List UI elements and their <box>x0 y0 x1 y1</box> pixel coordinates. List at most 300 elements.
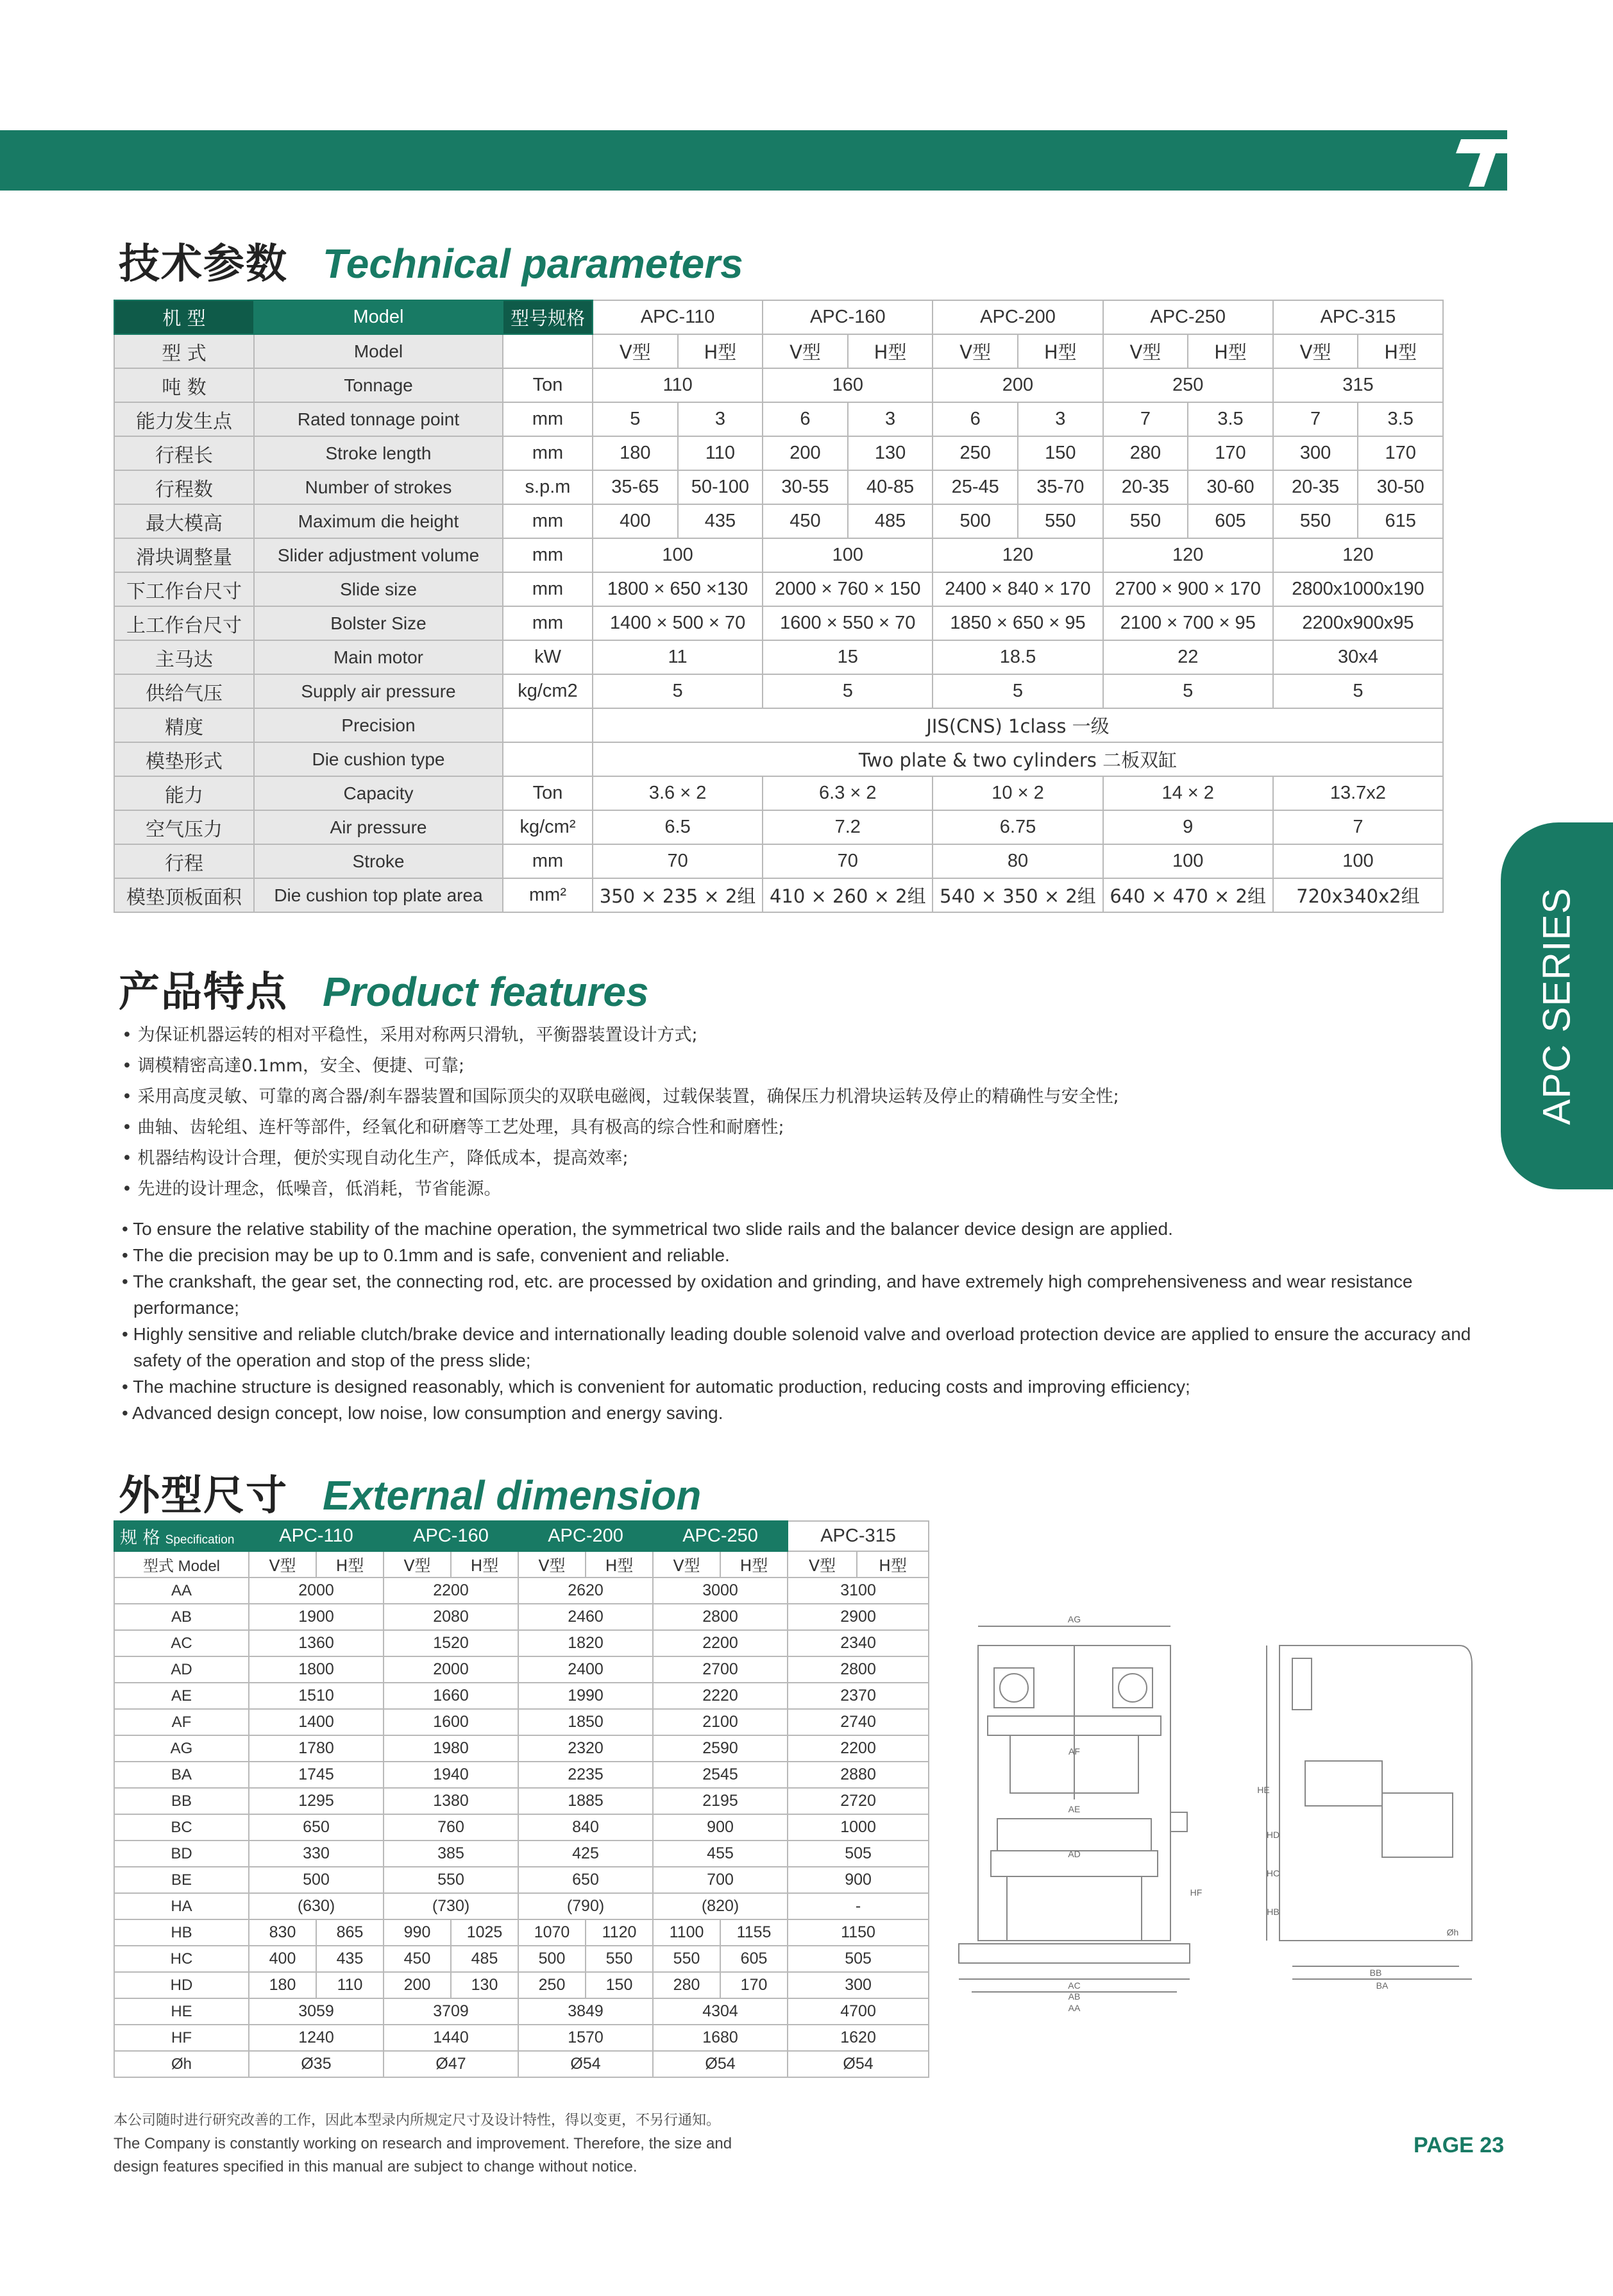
dim-cell: 425 <box>518 1841 653 1867</box>
tech-cell: 20-35 <box>1103 470 1188 504</box>
feature-text-cn: 先进的设计理念，低噪音，低消耗，节省能源。 <box>137 1179 502 1199</box>
tech-cell: 720x340x2组 <box>1273 878 1443 912</box>
dim-cell: 450 <box>384 1946 451 1972</box>
tech-row-unit: mm <box>503 504 593 538</box>
tech-row-unit <box>503 742 593 776</box>
tech-cell: 6.5 <box>593 810 763 844</box>
tech-cell: V型 <box>593 334 678 368</box>
tech-row-label-en: Capacity <box>254 776 503 810</box>
tech-row <box>114 810 1443 844</box>
dim-cell: 2800 <box>788 1656 929 1683</box>
tech-row-label-cn: 空气压力 <box>114 810 254 844</box>
dim-cell: 1820 <box>518 1630 653 1656</box>
drawing-label-hd: HD <box>1266 1830 1280 1840</box>
dim-head-spec-en: Specification <box>165 1533 235 1547</box>
tech-row <box>114 334 1443 368</box>
tech-cell: 30x4 <box>1273 640 1443 674</box>
tech-cell: 30-60 <box>1188 470 1273 504</box>
dim-cell: 110 <box>316 1972 384 1998</box>
tech-row <box>114 470 1443 504</box>
tech-cell: 120 <box>1103 538 1273 572</box>
tech-cell: 3.5 <box>1358 402 1443 436</box>
dim-row <box>114 1972 929 1998</box>
dim-cell: 1120 <box>586 1919 653 1946</box>
dim-cell: 3059 <box>249 1998 384 2025</box>
tech-cell: 200 <box>933 368 1102 402</box>
tech-row-label-en: Stroke <box>254 844 503 878</box>
tech-row-label-en: Slide size <box>254 572 503 606</box>
dim-cell: 170 <box>720 1972 788 1998</box>
tech-cell: 7 <box>1273 810 1443 844</box>
dim-row-key: HE <box>114 1998 249 2025</box>
tech-cell: 300 <box>1273 436 1358 470</box>
feature-item-cn: • 曲轴、齿轮组、连杆等部件，经氧化和研磨等工艺处理，具有极高的综合性和耐磨性; <box>122 1118 784 1137</box>
tech-row-unit: s.p.m <box>503 470 593 504</box>
tech-head-model: Model <box>254 300 503 334</box>
dim-cell: 1990 <box>518 1683 653 1709</box>
dim-row-key: AC <box>114 1630 249 1656</box>
drawing-label-bb: BB <box>1369 1968 1382 1978</box>
dim-cell: 400 <box>249 1946 316 1972</box>
dim-cell: 650 <box>249 1814 384 1841</box>
dim-cell: 500 <box>518 1946 586 1972</box>
dim-row <box>114 1735 929 1762</box>
tech-row <box>114 844 1443 878</box>
dim-row <box>114 1709 929 1735</box>
tech-row-label-cn: 能力 <box>114 776 254 810</box>
tech-row-label-cn: 吨 数 <box>114 368 254 402</box>
tech-row-unit <box>503 334 593 368</box>
dim-cell: 330 <box>249 1841 384 1867</box>
dim-cell: 1520 <box>384 1630 518 1656</box>
tech-row-label-en: Supply air pressure <box>254 674 503 708</box>
tech-section-title <box>119 231 743 290</box>
drawing-label-ba: BA <box>1376 1980 1389 1991</box>
drawing-label-hb: HB <box>1267 1907 1279 1917</box>
dim-head-apc160: APC-160 <box>384 1521 518 1551</box>
tech-cell: 435 <box>678 504 763 538</box>
tech-cell: 540 × 350 × 2组 <box>933 878 1102 912</box>
tech-cell: 2400 × 840 × 170 <box>933 572 1102 606</box>
tech-cell: 170 <box>1188 436 1273 470</box>
dim-cell: 250 <box>518 1972 586 1998</box>
dim-cell: Ø47 <box>384 2051 518 2077</box>
tech-cell: 35-65 <box>593 470 678 504</box>
dim-cell: 2220 <box>653 1683 788 1709</box>
drawing-label-ac: AC <box>1068 1980 1081 1991</box>
tech-row-unit: mm² <box>503 878 593 912</box>
tech-cell: 10 × 2 <box>933 776 1102 810</box>
tech-row-label-cn: 供给气压 <box>114 674 254 708</box>
dim-row <box>114 1946 929 1972</box>
drawing-label-ag: AG <box>1067 1614 1081 1624</box>
dim-cell: 2080 <box>384 1604 518 1630</box>
tech-cell: 615 <box>1358 504 1443 538</box>
dim-row-key: AB <box>114 1604 249 1630</box>
tech-cell: 22 <box>1103 640 1273 674</box>
machine-drawings <box>933 1607 1478 2296</box>
dim-row <box>114 1604 929 1630</box>
feature-item-cn: • 为保证机器运转的相对平稳性，采用对称两只滑轨，平衡器装置设计方式; <box>122 1025 698 1045</box>
tech-cell: 485 <box>848 504 933 538</box>
dim-cell: 385 <box>384 1841 518 1867</box>
tech-row-label-en: Rated tonnage point <box>254 402 503 436</box>
tech-cell: 180 <box>593 436 678 470</box>
tech-row-unit: Ton <box>503 776 593 810</box>
tech-cell: 7 <box>1273 402 1358 436</box>
tech-parameters-table <box>114 300 1444 913</box>
feature-text-en: The die precision may be up to 0.1mm and is safe, convenient and reliable. <box>133 1245 730 1265</box>
tech-row-unit: Ton <box>503 368 593 402</box>
tech-row-unit: kg/cm2 <box>503 674 593 708</box>
dim-cell: 2320 <box>518 1735 653 1762</box>
dim-cell: 200 <box>384 1972 451 1998</box>
tech-cell: 35-70 <box>1018 470 1103 504</box>
dim-cell: Ø54 <box>518 2051 653 2077</box>
dim-cell: 2700 <box>653 1656 788 1683</box>
drawing-label-he: HE <box>1257 1785 1270 1795</box>
feature-text-en: Highly sensitive and reliable clutch/brake device and internationally leading double solenoid valve and overload protection device are applied to ensure the accuracy and safety of the operation and stop of the press slide; <box>133 1324 1471 1370</box>
dim-cell: 650 <box>518 1867 653 1893</box>
dim-row-key: BE <box>114 1867 249 1893</box>
dim-row <box>114 1788 929 1814</box>
tech-cell: 1600 × 550 × 70 <box>763 606 933 640</box>
feature-text-en: Advanced design concept, low noise, low consumption and energy saving. <box>132 1403 723 1423</box>
tech-row <box>114 504 1443 538</box>
dim-row-key: BA <box>114 1762 249 1788</box>
dim-cell: 280 <box>653 1972 720 1998</box>
dim-cell: 1780 <box>249 1735 384 1762</box>
dim-cell: 1000 <box>788 1814 929 1841</box>
dim-cell: 505 <box>788 1841 929 1867</box>
tech-row-label-cn: 模垫顶板面积 <box>114 878 254 912</box>
dim-row-key: HD <box>114 1972 249 1998</box>
tech-row-unit: mm <box>503 436 593 470</box>
dim-head-apc110: APC-110 <box>249 1521 384 1551</box>
tech-cell: 100 <box>763 538 933 572</box>
drawing-label-ab: AB <box>1068 1991 1081 2002</box>
tech-row-label-cn: 行程数 <box>114 470 254 504</box>
dim-cell: 550 <box>653 1946 720 1972</box>
tech-cell: 120 <box>933 538 1102 572</box>
dim-cell: 2100 <box>653 1709 788 1735</box>
tech-row-label-cn: 滑块调整量 <box>114 538 254 572</box>
tech-cell: 5 <box>763 674 933 708</box>
dim-head-spec <box>114 1521 249 1551</box>
tech-row-unit: mm <box>503 402 593 436</box>
tech-cell: 250 <box>1103 368 1273 402</box>
dim-type-cell: H型 <box>451 1551 518 1577</box>
tech-row-label-en: Maximum die height <box>254 504 503 538</box>
tech-row-label-en: Precision <box>254 708 503 742</box>
dim-cell: 1155 <box>720 1919 788 1946</box>
tech-cell: 550 <box>1273 504 1358 538</box>
dim-row <box>114 1841 929 1867</box>
tech-row-label-en: Slider adjustment volume <box>254 538 503 572</box>
tech-cell: 100 <box>1103 844 1273 878</box>
tech-cell: 20-35 <box>1273 470 1358 504</box>
features-title-cn: 产品特点 <box>119 969 288 1016</box>
feature-item-en: • Highly sensitive and reliable clutch/brake device and internationally leading double solenoid valve and overload protection device are applied to ensure the accuracy and safety of the operation and stop of the press slide; <box>122 1324 1471 1370</box>
dim-cell: 3000 <box>653 1577 788 1604</box>
series-side-text: APC SERIES <box>1535 887 1578 1125</box>
tech-cell: 640 × 470 × 2组 <box>1103 878 1273 912</box>
dim-type-row <box>114 1551 929 1577</box>
dim-cell: 1600 <box>384 1709 518 1735</box>
dim-cell: 550 <box>586 1946 653 1972</box>
tech-cell: 3.5 <box>1188 402 1273 436</box>
dim-cell: 2195 <box>653 1788 788 1814</box>
tech-cell: 120 <box>1273 538 1443 572</box>
tech-cell: 280 <box>1103 436 1188 470</box>
tech-row-label-cn: 下工作台尺寸 <box>114 572 254 606</box>
dim-cell: 2400 <box>518 1656 653 1683</box>
tech-row-label-en: Main motor <box>254 640 503 674</box>
tech-head-spec: 型号规格 <box>503 300 593 334</box>
tech-cell: 2200x900x95 <box>1273 606 1443 640</box>
dim-cell: 2460 <box>518 1604 653 1630</box>
feature-item-en: • The die precision may be up to 0.1mm and is safe, convenient and reliable. <box>122 1245 730 1265</box>
features-list-en <box>115 1216 1494 1426</box>
dim-cell: 2000 <box>249 1577 384 1604</box>
dim-row <box>114 1893 929 1919</box>
tech-row <box>114 436 1443 470</box>
dim-row <box>114 1867 929 1893</box>
dim-cell: 2590 <box>653 1735 788 1762</box>
dim-cell: 1980 <box>384 1735 518 1762</box>
dim-cell: 1295 <box>249 1788 384 1814</box>
drawing-label-hf: HF <box>1190 1887 1203 1898</box>
dim-type-cell: V型 <box>788 1551 857 1577</box>
dim-type-cell: H型 <box>316 1551 384 1577</box>
feature-text-cn: 机器结构设计合理，便於实现自动化生产，降低成本，提高效率; <box>137 1148 629 1168</box>
dim-type-cell: H型 <box>857 1551 929 1577</box>
tech-cell: 550 <box>1103 504 1188 538</box>
dim-cell: Ø35 <box>249 2051 384 2077</box>
dim-cell: 2720 <box>788 1788 929 1814</box>
dim-row <box>114 1814 929 1841</box>
dim-row <box>114 1630 929 1656</box>
tech-cell: 30-55 <box>763 470 848 504</box>
dim-row <box>114 1998 929 2025</box>
tech-row-label-cn: 型 式 <box>114 334 254 368</box>
tech-cell: 315 <box>1273 368 1443 402</box>
tech-cell: 70 <box>763 844 933 878</box>
tech-row-label-cn: 上工作台尺寸 <box>114 606 254 640</box>
tech-cell: 11 <box>593 640 763 674</box>
dim-row-key: AF <box>114 1709 249 1735</box>
feature-text-en: The machine structure is designed reasonably, which is convenient for automatic production, reducing costs and improving efficiency; <box>133 1377 1190 1397</box>
dim-type-cell: V型 <box>249 1551 316 1577</box>
footer-disclaimer-en1: The Company is constantly working on research and improvement. Therefore, the size and <box>114 2135 732 2152</box>
features-list-cn <box>115 1020 1494 1205</box>
tech-cell: 100 <box>593 538 763 572</box>
tech-head-apc250: APC-250 <box>1103 300 1273 334</box>
dimension-section-title <box>119 1463 701 1522</box>
drawing-label-ae: AE <box>1068 1804 1081 1814</box>
dim-cell: Ø54 <box>788 2051 929 2077</box>
tech-row <box>114 878 1443 912</box>
tech-cell: 130 <box>848 436 933 470</box>
tech-head-apc200: APC-200 <box>933 300 1102 334</box>
dim-type-cell: H型 <box>720 1551 788 1577</box>
tech-cell: V型 <box>763 334 848 368</box>
tech-cell: 5 <box>1273 674 1443 708</box>
tech-cell: 3.6 × 2 <box>593 776 763 810</box>
feature-text-cn: 采用高度灵敏、可靠的离合器/刹车器装置和国际顶尖的双联电磁阀，过载保装置，确保压力机滑块运转及停止的精确性与安全性; <box>137 1087 1119 1107</box>
tech-cell: 170 <box>1358 436 1443 470</box>
dim-cell: 1070 <box>518 1919 586 1946</box>
tech-row-unit <box>503 708 593 742</box>
dim-cell: 3849 <box>518 1998 653 2025</box>
tech-cell: H型 <box>1188 334 1273 368</box>
dim-cell: 2370 <box>788 1683 929 1709</box>
feature-item-cn: • 机器结构设计合理，便於实现自动化生产，降低成本，提高效率; <box>122 1148 629 1168</box>
dim-cell: 1940 <box>384 1762 518 1788</box>
dim-cell: 3709 <box>384 1998 518 2025</box>
dim-row-key: BC <box>114 1814 249 1841</box>
feature-item-cn: • 调模精密高達0.1mm，安全、便捷、可靠; <box>122 1056 465 1076</box>
tech-cell: 6 <box>763 402 848 436</box>
tech-row-unit: mm <box>503 538 593 572</box>
tech-cell: 200 <box>763 436 848 470</box>
dim-cell: 130 <box>451 1972 518 1998</box>
dim-cell: 2545 <box>653 1762 788 1788</box>
tech-cell: 3 <box>848 402 933 436</box>
feature-item-en: • The machine structure is designed reasonably, which is convenient for automatic production, reducing costs and improving efficiency; <box>122 1377 1190 1397</box>
tech-row-unit: mm <box>503 606 593 640</box>
tech-row-label-cn: 主马达 <box>114 640 254 674</box>
tech-title-en: Technical parameters <box>323 241 743 287</box>
dim-head-apc315: APC-315 <box>788 1521 929 1551</box>
tech-row <box>114 606 1443 640</box>
dim-type-cell: H型 <box>586 1551 653 1577</box>
tech-cell: H型 <box>1018 334 1103 368</box>
tech-cell: 2000 × 760 × 150 <box>763 572 933 606</box>
tech-cell: 100 <box>1273 844 1443 878</box>
footer-disclaimer-cn: 本公司随时进行研究改善的工作，因此本型录内所规定尺寸及设计特性，得以变更，不另行通知。 <box>114 2113 721 2129</box>
tech-row-label-en: Model <box>254 334 503 368</box>
tech-row <box>114 538 1443 572</box>
dim-header-row <box>114 1521 929 1551</box>
tech-cell: Two plate & two cylinders 二板双缸 <box>593 742 1443 776</box>
dim-cell: 900 <box>653 1814 788 1841</box>
dimension-table <box>114 1520 929 2078</box>
dim-cell: 760 <box>384 1814 518 1841</box>
feature-text-cn: 调模精密高達0.1mm，安全、便捷、可靠; <box>137 1056 465 1076</box>
dim-cell: 2200 <box>788 1735 929 1762</box>
dim-type-label: 型式 Model <box>114 1551 249 1577</box>
dim-cell: 3100 <box>788 1577 929 1604</box>
tech-cell: 250 <box>933 436 1018 470</box>
tech-row-label-en: Tonnage <box>254 368 503 402</box>
dim-cell: 1240 <box>249 2025 384 2051</box>
dim-cell: 1900 <box>249 1604 384 1630</box>
dim-cell: Ø54 <box>653 2051 788 2077</box>
footer-disclaimer <box>114 2109 1011 2179</box>
feature-item-cn: • 先进的设计理念，低噪音，低消耗，节省能源。 <box>122 1179 502 1199</box>
dim-row <box>114 1656 929 1683</box>
dim-row-key: HC <box>114 1946 249 1972</box>
tech-cell: 1800 × 650 ×130 <box>593 572 763 606</box>
tech-cell: 18.5 <box>933 640 1102 674</box>
tech-row <box>114 640 1443 674</box>
dim-cell: 1660 <box>384 1683 518 1709</box>
tech-cell: 2100 × 700 × 95 <box>1103 606 1273 640</box>
tech-cell: 5 <box>1103 674 1273 708</box>
dim-row <box>114 2025 929 2051</box>
tech-cell: 2700 × 900 × 170 <box>1103 572 1273 606</box>
tech-row-label-cn: 能力发生点 <box>114 402 254 436</box>
tech-cell: 500 <box>933 504 1018 538</box>
dim-type-cell: V型 <box>518 1551 586 1577</box>
dim-cell: - <box>788 1893 929 1919</box>
drawing-label-hc: HC <box>1266 1868 1280 1878</box>
tech-cell: 30-50 <box>1358 470 1443 504</box>
dim-head-apc200: APC-200 <box>518 1521 653 1551</box>
tech-head-apc110: APC-110 <box>593 300 763 334</box>
tech-cell: JIS(CNS) 1class 一级 <box>593 708 1443 742</box>
tech-cell: 3 <box>678 402 763 436</box>
dim-cell: 700 <box>653 1867 788 1893</box>
tech-cell: 9 <box>1103 810 1273 844</box>
tech-cell: 25-45 <box>933 470 1018 504</box>
tech-row-unit: kW <box>503 640 593 674</box>
tech-cell: 6.75 <box>933 810 1102 844</box>
dim-cell: 4700 <box>788 1998 929 2025</box>
dim-cell: 2000 <box>384 1656 518 1683</box>
tech-cell: 2800x1000x190 <box>1273 572 1443 606</box>
tech-row <box>114 708 1443 742</box>
tech-row-label-en: Bolster Size <box>254 606 503 640</box>
tech-cell: 350 × 235 × 2组 <box>593 878 763 912</box>
tech-cell: 7.2 <box>763 810 933 844</box>
tech-cell: 1400 × 500 × 70 <box>593 606 763 640</box>
tech-row <box>114 742 1443 776</box>
tech-head-jixing: 机 型 <box>114 300 254 334</box>
tech-cell: 5 <box>593 402 678 436</box>
tech-row-label-cn: 行程长 <box>114 436 254 470</box>
dim-cell: 2340 <box>788 1630 929 1656</box>
dim-cell: 2740 <box>788 1709 929 1735</box>
dim-cell: 1850 <box>518 1709 653 1735</box>
drawing-label-af: AF <box>1068 1746 1080 1756</box>
tech-row-label-en: Die cushion top plate area <box>254 878 503 912</box>
dim-cell: 1745 <box>249 1762 384 1788</box>
dim-cell: 150 <box>586 1972 653 1998</box>
dim-cell: 435 <box>316 1946 384 1972</box>
tech-row <box>114 402 1443 436</box>
features-section-title <box>119 959 649 1018</box>
feature-text-en: The crankshaft, the gear set, the connecting rod, etc. are processed by oxidation and grinding, and have extremely high comprehensiveness and wear resistance performance; <box>133 1271 1413 1318</box>
dim-row-key: BD <box>114 1841 249 1867</box>
dim-row-key: HF <box>114 2025 249 2051</box>
tech-row-label-cn: 最大模高 <box>114 504 254 538</box>
dim-cell: 2800 <box>653 1604 788 1630</box>
dim-cell: 1150 <box>788 1919 929 1946</box>
dim-cell: 1400 <box>249 1709 384 1735</box>
tech-cell: 605 <box>1188 504 1273 538</box>
page-number: PAGE 23 <box>1414 2133 1505 2157</box>
tech-head-apc160: APC-160 <box>763 300 933 334</box>
tech-cell: 3 <box>1018 402 1103 436</box>
dim-cell: 1680 <box>653 2025 788 2051</box>
header-banner <box>0 130 1507 191</box>
dim-cell: (790) <box>518 1893 653 1919</box>
dim-row <box>114 2051 929 2077</box>
dim-cell: 830 <box>249 1919 316 1946</box>
dim-row <box>114 1577 929 1604</box>
